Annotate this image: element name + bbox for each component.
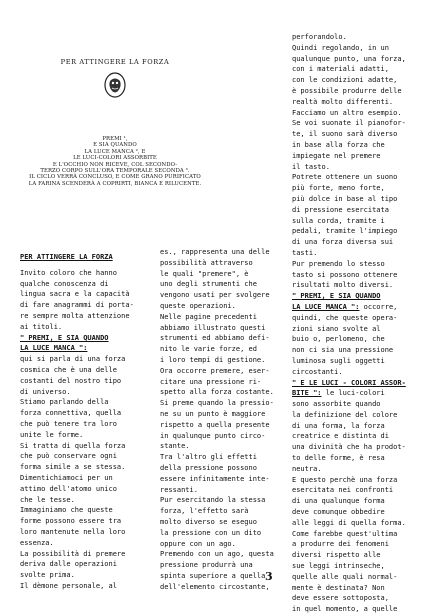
text-line: risultati molto diversi. — [292, 281, 394, 290]
paragraph — [292, 108, 422, 119]
text-line: con le condizioni adatte, — [292, 76, 398, 85]
text-line: es., rappresenta una delle — [160, 248, 270, 256]
paragraph — [20, 268, 144, 333]
text-line: forme possono essere tra — [20, 517, 122, 526]
text-line: forza connettiva, quella — [20, 409, 122, 418]
text-line: luminosa sugli oggetti — [292, 356, 385, 365]
text-line: essere infinitamente inte- — [160, 474, 270, 483]
text-line: IL CICLO VERRÀ CONCLUSO, E COME GRANO PURIFICATO — [29, 174, 201, 181]
text-line: qualunque punto, una forza, — [292, 54, 406, 63]
column-1 — [20, 252, 144, 592]
text-line: Premendo con un ago, questa — [160, 550, 274, 559]
text-line: abbiamo illustrato questi — [160, 323, 266, 332]
text-line: ressanti. — [160, 485, 198, 494]
text-line: attimo dell'atomo unico — [20, 484, 117, 493]
text-line: zioni siano svolte al — [292, 324, 381, 333]
text-line: lingua sacra e la capacità — [20, 290, 130, 299]
text-line: diversi rispetto alle — [292, 551, 381, 560]
text-line: Si tratta di quella forza — [20, 441, 126, 450]
text-line: molto diverso se eseguo — [160, 517, 257, 526]
text-line: loro mantenute nella loro — [20, 527, 126, 536]
text-line: essenza. — [20, 538, 54, 547]
text-line: Pur esercitando la stessa — [160, 496, 266, 505]
text-line: E SIA QUANDO — [93, 142, 137, 149]
paragraph — [20, 441, 144, 473]
text-line: E questo perchè una forza — [292, 475, 398, 484]
emblem-icon — [102, 72, 128, 98]
paragraph — [292, 259, 422, 291]
page-title: PER ATTINGERE LA FORZA — [60, 58, 170, 66]
text-line: nito le varie forze, ed — [160, 345, 257, 354]
paragraph — [292, 475, 422, 615]
text-line: Nelle pagine precedenti — [160, 312, 257, 321]
paragraph — [292, 118, 422, 172]
text-line: LA LUCE MANCA ², E — [84, 148, 146, 155]
quote-heading — [20, 333, 144, 355]
page-number: 3 — [265, 570, 273, 583]
text-line: Immaginiamo che queste — [20, 506, 113, 515]
text-line: strumenti ed abbiamo defi- — [160, 334, 270, 343]
text-line: della pressione possono — [160, 463, 257, 472]
text-line: uno degli strumenti che — [160, 280, 257, 289]
text-line: spinta superiore a quella — [160, 571, 266, 580]
paragraph — [292, 172, 422, 258]
text-line: circostanti. — [292, 367, 343, 376]
paragraph — [160, 366, 286, 398]
text-line: il tasto. — [292, 162, 330, 171]
text-line: tasto si possono ottenere — [292, 270, 398, 279]
text-line: Se voi suonate il pianofor- — [292, 119, 406, 128]
text-line: di fare anagrammi di porta- — [20, 301, 134, 310]
text-line: quindi, che queste opera- — [292, 313, 398, 322]
paragraph — [20, 473, 144, 505]
text-line: PREMI ¹, — [102, 136, 128, 142]
text-line: in base alla forza che — [292, 140, 385, 149]
text-line: Tra l'altro gli effetti — [160, 453, 257, 462]
paragraph — [160, 398, 286, 452]
text-line: pedali, tramite l'impiego — [292, 227, 398, 236]
text-line: sue leggi intrinseche, — [292, 562, 385, 571]
text-line: che può tenere tra loro — [20, 419, 117, 428]
quote-heading: " PREMI, E SIA QUANDO LA LUCE MANCA ": occorre, — [292, 292, 398, 311]
text-line: forza, l'effetto sarà — [160, 507, 249, 516]
column-3 — [292, 32, 422, 615]
text-line: unite le forme. — [20, 430, 84, 439]
text-line: deve comunque obbedire — [292, 508, 385, 517]
text-line: le quali "premere", è — [160, 269, 249, 278]
text-line: deriva dalle operazioni — [20, 560, 117, 569]
text-line: in qualunque punto circo- — [160, 431, 266, 440]
text-line: Dimentichiamoci per un — [20, 473, 113, 482]
text-line: LA FARINA SCENDERÀ A COPRIRTI, BIANCA E RILUCENTE. — [28, 180, 202, 187]
text-line: possibilità attraverso — [160, 258, 253, 267]
quote-heading: " E LE LUCI - COLORI ASSOR- BITE ": le luci-colori — [292, 378, 406, 398]
text-line: una divinità che ha prodot- — [292, 443, 406, 452]
text-line: impiegate nel premere — [292, 151, 381, 160]
column-2 — [160, 247, 286, 593]
paragraph — [20, 549, 144, 581]
paragraph — [160, 495, 286, 549]
text-line: in quel momento, a quelle — [292, 605, 398, 614]
text-line: mente è destinata? Non — [292, 583, 385, 592]
paragraph — [160, 247, 286, 312]
text-line: cosmica che è una delle — [20, 365, 117, 374]
text-line: alle leggi di quella forma. — [292, 518, 406, 527]
header-block — [26, 58, 204, 187]
text-line: rispetto a quella presente — [160, 420, 270, 429]
paragraph — [292, 313, 422, 378]
text-line: più dolce in base al tipo — [292, 194, 398, 203]
paragraph — [292, 32, 422, 108]
text-line: TERZO CORPO SULL'ORA TEMPORALE SECONDA ³. — [40, 168, 190, 175]
text-line: Pur premendo lo stesso — [292, 259, 385, 268]
text-line: Come farebbe quest'ultima — [292, 529, 398, 538]
text-line: " PREMI, E SIA QUANDO — [20, 333, 109, 342]
text-line: creatrice e distinta di — [292, 432, 389, 441]
text-line: sono assorbite quando — [292, 400, 381, 409]
text-line: pressione produrrà una — [160, 561, 253, 570]
text-line: ne su un punto è maggiore — [160, 409, 266, 418]
text-line: più forte, meno forte, — [292, 184, 385, 193]
text-line: i loro tempi di gestione. — [160, 355, 266, 364]
paragraph — [160, 312, 286, 366]
text-line: queste operazioni. — [160, 301, 236, 310]
text-line: realtà molto differenti. — [292, 97, 394, 106]
paragraph — [20, 397, 144, 440]
text-line: forma simile a se stessa. — [20, 463, 126, 472]
text-line: La possibilità di premere — [20, 549, 126, 558]
text-line: E L'OCCHIO NON RICEVE, COL SECONDO- — [52, 161, 178, 168]
section-heading: PER ATTINGERE LA FORZA — [20, 253, 113, 261]
text-line: costanti del nostro tipo — [20, 376, 122, 385]
text-line: spetto alla forza costante. — [160, 388, 274, 397]
paragraph — [20, 505, 144, 548]
text-line: to delle forme, è resa — [292, 454, 385, 463]
paragraph — [292, 399, 422, 475]
text-line: dell'elemento circostante, — [160, 582, 270, 591]
text-line: oppure con un ago. — [160, 539, 236, 548]
text-line: svolte prima. — [20, 571, 75, 580]
poem-text — [26, 136, 204, 187]
text-line: vengono usati per svolgere — [160, 291, 270, 300]
text-line: che le tesse. — [20, 495, 75, 504]
text-line: di una qualunque forma — [292, 497, 385, 506]
text-line: neutra. — [292, 464, 322, 473]
text-line: tasti. — [292, 248, 318, 257]
text-line: di universo. — [20, 387, 71, 396]
paragraph — [20, 354, 144, 397]
text-line: che può conservare ogni — [20, 452, 117, 461]
text-line: con i materiali adatti, — [292, 65, 389, 74]
text-line: di una forma, la forza — [292, 421, 385, 430]
text-line: qui si parla di una forza — [20, 355, 126, 364]
text-line: perforandolo. — [292, 33, 347, 41]
text-line: citare una pressione ri- — [160, 377, 262, 386]
text-line: sulla corda, tramite i — [292, 216, 385, 225]
text-line: Invito coloro che hanno — [20, 268, 117, 277]
text-line: Potrete ottenere un suono — [292, 173, 398, 182]
text-line: la pressione con un dito — [160, 528, 262, 537]
text-line: qualche conoscenza di — [20, 279, 109, 288]
text-line: Facciamo un altro esempio. — [292, 108, 402, 117]
paragraph — [20, 581, 144, 592]
text-line: ai titoli. — [20, 322, 63, 331]
text-line: è possibile produrre delle — [292, 86, 402, 95]
text-line: la definizione del colore — [292, 410, 398, 419]
text-line: di una forza diversa sui — [292, 238, 394, 247]
text-line: Quindi regolando, in un — [292, 43, 389, 52]
text-line: LE LUCI-COLORI ASSORBITE — [73, 155, 157, 162]
text-line: Ora occorre premere, eser- — [160, 366, 270, 375]
text-line: te, il suono sarà diverso — [292, 130, 398, 139]
text-line: LA LUCE MANCA ": — [20, 344, 88, 353]
text-line: a produrre dei fenomeni — [292, 540, 389, 549]
text-line: Il dèmone personale, al — [20, 581, 117, 590]
text-line: buio o, perlomeno, che — [292, 335, 385, 344]
paragraph — [160, 452, 286, 495]
text-line: di pressione esercitata — [292, 205, 389, 214]
text-line: stante. — [160, 442, 190, 451]
text-line: non ci sia una pressione — [292, 346, 394, 355]
text-line: Stiamo parlando della — [20, 398, 109, 407]
text-line: Si preme quando la pressio- — [160, 399, 274, 408]
text-line: quelle alle quali normal- — [292, 572, 398, 581]
text-line: esercitata nei confronti — [292, 486, 394, 495]
text-line: deve essere sottoposta, — [292, 594, 389, 603]
text-line: re sempre molta attenzione — [20, 311, 130, 320]
